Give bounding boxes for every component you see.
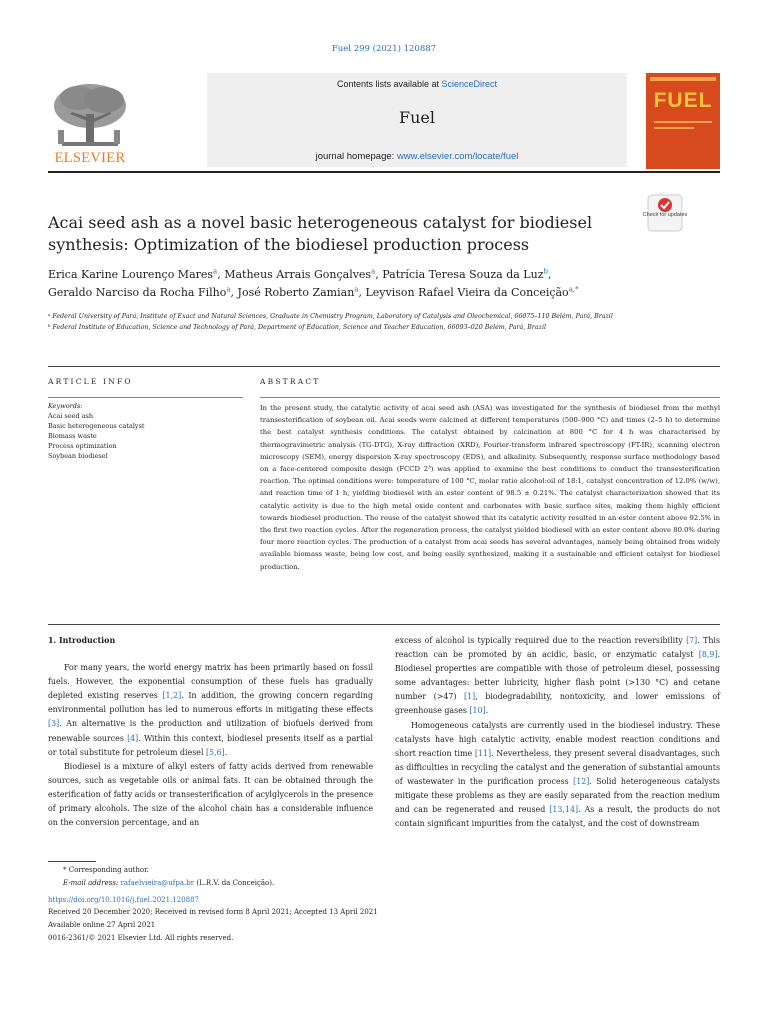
keywords-block [48, 401, 243, 461]
cover-stripe [650, 77, 716, 81]
author[interactable]: José Roberto Zamian$^a$ [237, 285, 359, 299]
paragraph: Homogeneous catalysts are currently used in the biodiesel industry. These catalysts have high catalytic activity, enable modest reaction conditions and short reaction time [11]. Nevertheless, they present several disadvantages, such as difficulties in recycling the catalyst and the generation of substantial amounts of wastewater in the purification process [12]. Solid heterogeneous catalysts mitigate these problems as they are easily separated from the reaction medium and can be regenerated and reused [13,14]. As a result, the products do not contain significant impurities from the catalyst, and the cost of downstream [395, 720, 720, 829]
article-title: Acai seed ash as a novel basic heterogeneous catalyst for biodiesel synthesis: Optimization of the biodiesel production process [48, 213, 593, 254]
email-line [48, 877, 468, 890]
check-for-updates-label[interactable]: Check for updates [642, 212, 688, 218]
email-link[interactable]: rafaelvieira@ufpa.br [120, 878, 195, 887]
received-dates: Received 20 December 2020; Received in revised form 8 April 2021; Accepted 13 April 2021 [48, 908, 378, 917]
available-online: Available online 27 April 2021 [48, 921, 156, 930]
footnote-rule [48, 861, 96, 862]
journal-name[interactable]: Fuel [399, 108, 435, 127]
body-column-right [395, 634, 720, 831]
footnotes [48, 864, 468, 945]
cover-line [654, 127, 694, 129]
copyright: 0016-2361/© 2021 Elsevier Ltd. All rights reserved. [48, 933, 234, 942]
citation-link[interactable]: [5,6] [206, 747, 225, 757]
citation-link[interactable]: [11] [474, 748, 492, 758]
homepage-prefix: journal homepage: [315, 151, 397, 162]
affiliation: ᵇ Federal Institute of Education, Science and Technology of Pará, Department of Education, Science and Teacher Education, 66093–020 Belém, Pará, Brazil [48, 324, 546, 331]
affiliation: ᵃ Federal University of Pará, Institute of Exact and Natural Sciences, Graduate in Chemistry Program, Laboratory of Catalysis and Oleochemical, 66075–110 Belém, Pará, Brazil [48, 313, 613, 320]
article-info-rule [48, 397, 243, 398]
contents-line [207, 79, 627, 89]
paragraph: excess of alcohol is typically required due to the reaction reversibility [7]. This reaction can be promoted by an acidic, basic, or enzymatic catalyst [8,9]. Biodiesel properties are compatible with those of petroleum diesel, possessing some advantages: better lubricity, higher flash point (>130 °C) and cetane number (>47) [1], biodegradability, nontoxicity, and lower emissions of greenhouse gases [10]. [395, 636, 720, 716]
sciencedirect-link[interactable]: ScienceDirect [441, 79, 498, 89]
journal-citation[interactable]: Fuel 299 (2021) 120887 [331, 44, 437, 54]
keywords-label: Keywords: [48, 402, 83, 410]
author[interactable]: Matheus Arrais Gonçalves$^a$ [224, 267, 376, 281]
citation-link[interactable]: [8,9] [698, 650, 718, 660]
keyword: Soybean biodiesel [48, 452, 108, 460]
citation-link[interactable]: [13,14] [549, 805, 579, 815]
keyword: Acai seed ash [48, 412, 94, 420]
abstract-heading: ABSTRACT [260, 377, 321, 386]
citation-link[interactable]: [4] [127, 733, 139, 743]
abstract-rule [260, 397, 720, 398]
citation-link[interactable]: [10] [469, 706, 486, 716]
keyword: Basic heterogeneous catalyst [48, 422, 145, 430]
homepage-line [207, 151, 627, 162]
author-list: Erica Karine Lourenço Mares$^a$, Matheus Arrais Gonçalves$^a$, Patrícia Teresa Souza da Luz$^b$, Geraldo Narciso da Rocha Filho$^a$, José Roberto Zamian$^a$, Leyvison Rafael Vieira da Conceição$^{a,*}$ [48, 267, 579, 299]
author[interactable]: Patrícia Teresa Souza da Luz$^b$ [382, 267, 548, 281]
cover-title: FUEL [653, 89, 713, 112]
section-rule [48, 366, 720, 367]
citation-link[interactable]: [1] [464, 692, 476, 702]
keyword: Biomass waste [48, 432, 97, 440]
citation-link[interactable]: [1,2] [162, 691, 182, 701]
elsevier-wordmark: ELSEVIER [54, 150, 126, 166]
author[interactable]: Leyvison Rafael Vieira da Conceição$^{a,*}$ [365, 285, 579, 299]
body-column-left [48, 634, 373, 830]
keyword: Process optimization [48, 442, 117, 450]
author[interactable]: Erica Karine Lourenço Mares$^a$ [48, 267, 218, 281]
citation-link[interactable]: [7] [686, 636, 698, 645]
paragraph: Biodiesel is a mixture of alkyl esters of fatty acids derived from renewable sources, such as vegetable oils or animal fats. It can be obtained through the esterification of fatty acids or transesterification of acylglycerols in the presence of primary alcohols. The size of the alcohol chain has a considerable influence on the conversion percentage, and an [48, 761, 373, 828]
header-rule [48, 171, 720, 173]
abstract-text: In the present study, the catalytic activity of acai seed ash (ASA) was investigated for the synthesis of biodiesel from the methyl transesterification of soybean oil. Acai seeds were calcined at different temperatures (500–900 °C) and times (2–5 h) to determine the best catalyst synthesis conditions. The catalyst obtained by calcination at 800 °C for 4 h was characterised by thermogravimetric analysis (TG-DTG), X-ray diffraction (XRD), Fourier-transform infrared spectroscopy (FT-IR), scanning electron microscopy (SEM), energy dispersion X-ray spectroscopy (EDS), and alkalinity. Subsequently, response surface methodology based on a face-centered composite design (FCCD 2³) was applied to examine the best conditions to conduct the transesterification reaction. The optimal conditions were: temperature of 100 °C, molar ratio alcohol:oil of 18:1, catalyst concentration of 12.0% (w/w), and reaction time of 1 h, yielding biodiesel with an ester content of 98.5 ± 0.21%. The catalyst characterization showed that its catalytic activity is due to the high metal oxide content and carbonates with basic surface sites, making them highly efficient towards biodiesel production. The reuse of the catalyst showed that its catalytic activity resulted in an ester content above 92.5% in the first two reaction cycles. After the regeneration process, the catalyst yielded biodiesel with an ester content above 80.0% during four more reaction cycles. The production of a catalyst from acai seeds has several advantages, namely being obtained from widely available biomass waste, being low cost, and being easily synthesized, making it a sustainable and efficient catalyst for biodiesel production. [260, 404, 720, 571]
citation-link[interactable]: [12] [573, 776, 590, 786]
journal-cover-image[interactable] [646, 73, 720, 169]
citation-link[interactable]: [3] [48, 719, 60, 729]
cover-line [654, 121, 712, 123]
email-suffix: (L.R.V. da Conceição). [194, 878, 275, 887]
affiliations [48, 312, 648, 334]
doi-link[interactable]: https://doi.org/10.1016/j.fuel.2021.120887 [48, 895, 200, 904]
article-info-heading: ARTICLE INFO [48, 377, 133, 386]
author[interactable]: Geraldo Narciso da Rocha Filho$^a$ [48, 285, 231, 299]
email-label: E-mail address: [63, 878, 121, 887]
contents-prefix: Contents lists available at [336, 79, 442, 89]
homepage-link[interactable]: www.elsevier.com/locate/fuel [396, 151, 519, 162]
paragraph: For many years, the world energy matrix has been primarily based on fossil fuels. However, the exponential consumption of these fuels has gradually depleted existing reserves [1,2]. In addition, the growing concern regarding environmental pollution has led to numerous efforts in mitigating these effects [3]. An alternative is the production and utilization of biofuels derived from renewable sources [4]. Within this context, biodiesel presents itself as a partial or total substitute for petroleum diesel [5,6]. [48, 663, 373, 757]
section-rule [48, 624, 720, 625]
introduction-heading: 1. Introduction [48, 636, 116, 645]
corresponding-author-note: * Corresponding author. [63, 866, 149, 874]
